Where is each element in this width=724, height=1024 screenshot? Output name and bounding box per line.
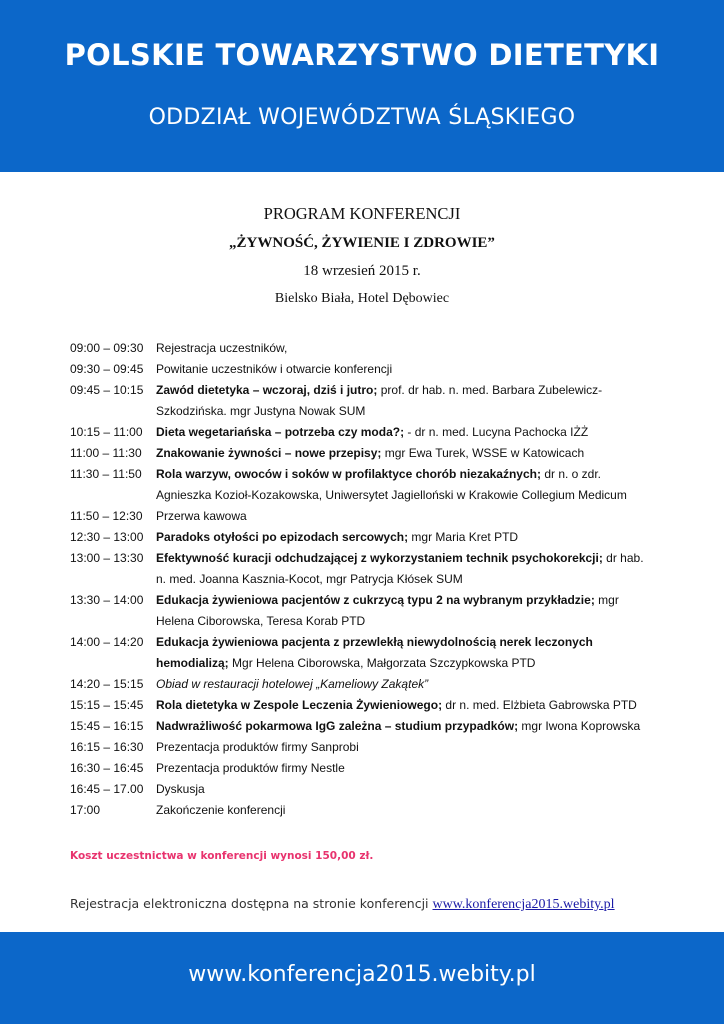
schedule-description: [156, 485, 666, 506]
schedule-description: [156, 422, 666, 443]
session-text: mgr Maria Kret PTD: [408, 530, 519, 544]
schedule-description: [156, 506, 666, 527]
cost-notice: Koszt uczestnictwa w konferencji wynosi 150,00 zł.: [70, 850, 374, 862]
schedule-time: 11:30 – 11:50: [70, 467, 142, 481]
schedule-time: [70, 569, 156, 590]
footer-banner: [0, 932, 724, 1024]
schedule-time: [70, 653, 156, 674]
schedule-description: [156, 695, 666, 716]
schedule-row: [70, 758, 670, 779]
schedule-description: [156, 653, 666, 674]
session-text: Powitanie uczestników i otwarcie konferencji: [156, 362, 393, 376]
schedule-row: [70, 548, 670, 569]
schedule-row: [70, 485, 670, 506]
schedule-row: [70, 569, 670, 590]
session-text: Przerwa kawowa: [156, 509, 247, 523]
session-text: n. med. Joanna Kasznia-Kocot, mgr Patrycja Kłósek SUM: [156, 572, 463, 586]
schedule-description: [156, 674, 666, 695]
session-text: Mgr Helena Ciborowska, Małgorzata Szczypkowska PTD: [228, 656, 536, 670]
schedule-description: [156, 758, 666, 779]
schedule-description: [156, 380, 666, 401]
schedule-time: 12:30 – 13:00: [70, 530, 144, 544]
schedule-row: [70, 800, 670, 821]
registration-text: Rejestracja elektroniczna dostępna na stronie konferencji: [70, 896, 433, 911]
schedule-time: [70, 401, 156, 422]
session-title: Rola warzyw, owoców i soków w profilaktyce chorób niezakaźnych;: [156, 467, 541, 481]
registration-line: [70, 896, 615, 913]
schedule-description: [156, 338, 666, 359]
schedule-description: [156, 800, 666, 821]
schedule-row: [70, 443, 670, 464]
registration-link[interactable]: www.konferencja2015.webity.pl: [432, 897, 615, 912]
session-text: Helena Ciborowska, Teresa Korab PTD: [156, 614, 366, 628]
schedule-time: 13:30 – 14:00: [70, 593, 144, 607]
session-text: dr n. o zdr.: [540, 467, 602, 481]
session-text: Zakończenie konferencji: [156, 803, 286, 817]
session-text: Dyskusja: [156, 782, 205, 796]
schedule-row: [70, 632, 670, 653]
schedule-description: [156, 590, 666, 611]
schedule-row: [70, 422, 670, 443]
schedule-row: [70, 338, 670, 359]
session-italic-note: Obiad w restauracji hotelowej „Kameliowy Zakątek”: [156, 677, 429, 691]
session-title: Edukacja żywieniowa pacjenta z przewlekłą niewydolnością nerek leczonych: [156, 635, 593, 649]
conference-date: 18 wrzesień 2015 r.: [303, 263, 421, 279]
session-title: Edukacja żywieniowa pacjentów z cukrzycą typu 2 na wybranym przykładzie;: [156, 593, 595, 607]
schedule-time: 09:45 – 10:15: [70, 383, 144, 397]
schedule-row: [70, 611, 670, 632]
session-title: Nadwrażliwość pokarmowa IgG zależna – studium przypadków;: [156, 719, 519, 733]
program-heading: PROGRAM KONFERENCJI: [263, 204, 461, 223]
session-text: Rejestracja uczestników,: [156, 341, 288, 355]
schedule-row: [70, 716, 670, 737]
session-text: prof. dr hab. n. med. Barbara Zubelewicz-: [377, 383, 603, 397]
schedule-time: 16:45 – 17.00: [70, 782, 144, 796]
session-title: Paradoks otyłości po epizodach sercowych;: [156, 530, 409, 544]
session-title: Rola dietetyka w Zespole Leczenia Żywieniowego;: [156, 698, 443, 712]
schedule-description: [156, 464, 666, 485]
schedule-row: [70, 779, 670, 800]
session-title: Efektywność kuracji odchudzającej z wykorzystaniem technik psychokorekcji;: [156, 551, 603, 565]
session-text: Prezentacja produktów firmy Nestle: [156, 761, 345, 775]
schedule-description: [156, 401, 666, 422]
schedule-time: 16:30 – 16:45: [70, 761, 144, 775]
schedule-description: [156, 716, 666, 737]
session-text: mgr Ewa Turek, WSSE w Katowicach: [381, 446, 585, 460]
schedule-row: [70, 737, 670, 758]
schedule-row: [70, 695, 670, 716]
schedule-time: 15:45 – 16:15: [70, 719, 144, 733]
session-text: Prezentacja produktów firmy Sanprobi: [156, 740, 359, 754]
schedule-description: [156, 548, 666, 569]
conference-place: Bielsko Biała, Hotel Dębowiec: [274, 291, 450, 306]
schedule-row: [70, 653, 670, 674]
header-banner: [0, 0, 724, 172]
session-text: dr hab.: [602, 551, 644, 565]
schedule-time: 16:15 – 16:30: [70, 740, 144, 754]
session-title: Znakowanie żywności – nowe przepisy;: [156, 446, 382, 460]
session-title: Dieta wegetariańska – potrzeba czy moda?;: [156, 425, 405, 439]
schedule-row: [70, 380, 670, 401]
schedule-time: 10:15 – 11:00: [70, 425, 143, 439]
organization-title: POLSKIE TOWARZYSTWO DIETETYKI: [64, 38, 660, 72]
schedule-time: [70, 485, 156, 506]
conference-name: „ŻYWNOŚĆ, ŻYWIENIE I ZDROWIE”: [229, 235, 495, 251]
schedule-time: 11:50 – 12:30: [70, 509, 143, 523]
schedule-row: [70, 506, 670, 527]
schedule-description: [156, 569, 666, 590]
schedule-description: [156, 443, 666, 464]
schedule-time: 14:00 – 14:20: [70, 635, 144, 649]
session-text: dr n. med. Elżbieta Gabrowska PTD: [442, 698, 637, 712]
session-title: hemodializą;: [156, 656, 229, 670]
session-text: mgr Iwona Koprowska: [518, 719, 641, 733]
schedule-description: [156, 359, 666, 380]
session-text: - dr n. med. Lucyna Pachocka IŻŻ: [404, 425, 589, 439]
schedule-description: [156, 611, 666, 632]
schedule-time: 09:00 – 09:30: [70, 341, 144, 355]
schedule-description: [156, 527, 666, 548]
schedule-time: 09:30 – 09:45: [70, 362, 144, 376]
session-title: Zawód dietetyka – wczoraj, dziś i jutro;: [156, 383, 378, 397]
schedule-row: [70, 359, 670, 380]
schedule-description: [156, 632, 666, 653]
schedule-time: [70, 611, 156, 632]
schedule-row: [70, 464, 670, 485]
session-text: Agnieszka Kozioł-Kozakowska, Uniwersytet Jagielloński w Krakowie Collegium Medicum: [156, 488, 627, 502]
schedule-time: 11:00 – 11:30: [70, 446, 142, 460]
session-text: Szkodzińska. mgr Justyna Nowak SUM: [156, 404, 366, 418]
session-text: mgr: [594, 593, 619, 607]
schedule-description: [156, 737, 666, 758]
schedule-time: 14:20 – 15:15: [70, 677, 144, 691]
schedule-description: [156, 779, 666, 800]
schedule-time: 17:00: [70, 803, 101, 817]
schedule-list: [70, 338, 670, 821]
organization-branch: ODDZIAŁ WOJEWÓDZTWA ŚLĄSKIEGO: [148, 105, 576, 130]
schedule-time: 13:00 – 13:30: [70, 551, 144, 565]
footer-url[interactable]: www.konferencja2015.webity.pl: [188, 962, 536, 987]
schedule-row: [70, 590, 670, 611]
schedule-time: 15:15 – 15:45: [70, 698, 144, 712]
schedule-row: [70, 527, 670, 548]
schedule-row: [70, 674, 670, 695]
schedule-row: [70, 401, 670, 422]
